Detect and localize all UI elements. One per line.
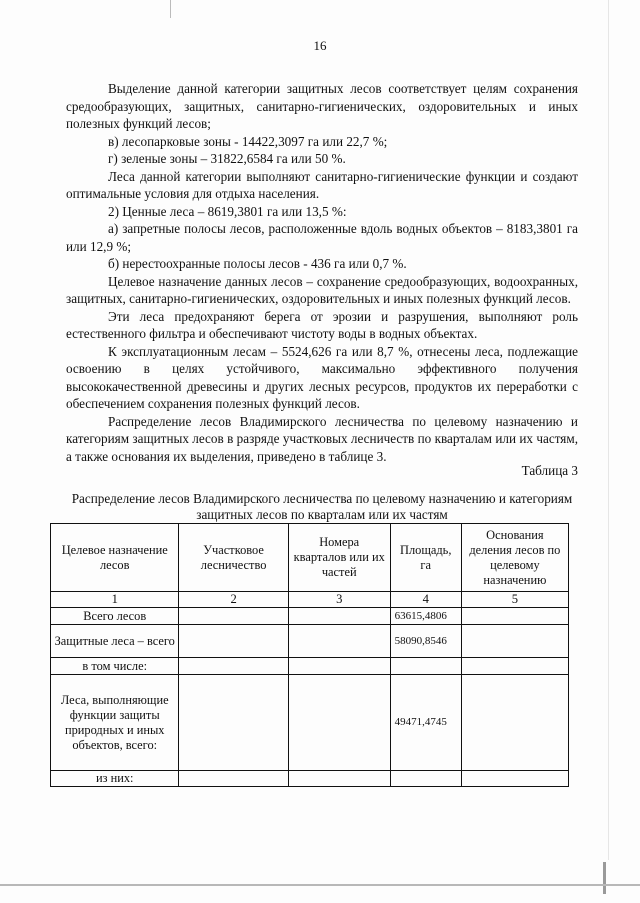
column-number: 4 — [390, 592, 461, 608]
table-cell: в том числе: — [51, 658, 179, 675]
table-row — [51, 625, 569, 658]
paragraph: г) зеленые зоны – 31822,6584 га или 50 %. — [108, 151, 346, 166]
table-cell — [461, 658, 568, 675]
table-cell — [179, 608, 288, 625]
paragraph: К эксплуатационным лесам – 5524,626 га или 8,7 %, отнесены леса, подлежащие освоению в целях устойчивого, максимально эффективного получения высококачественной древесины и других лесных ресурсов, продуктов их переработки с обеспечением сохранения полезных функций лесов. — [66, 343, 578, 411]
header-cell: Целевое назначение лесов — [51, 524, 179, 592]
table-title: Распределение лесов Владимирского лесничества по целевому назначению и категориям защитных лесов по кварталам или их частям — [71, 491, 573, 522]
table-cell: Леса, выполняющие функции защиты природных и иных объектов, всего: — [51, 675, 179, 771]
table-cell — [179, 658, 288, 675]
column-number-row — [51, 592, 569, 608]
table-cell — [461, 771, 568, 787]
table-cell: 63615,4806 — [390, 608, 461, 625]
paragraph: Распределение лесов Владимирского лесничества по целевому назначению и категориям защитных лесов в разряде участковых лесничеств по кварталам или их частям, а также основания их выделения, приведено в таблице 3. — [66, 413, 578, 464]
header-cell: Площадь, га — [390, 524, 461, 592]
paragraph: 2) Ценные леса – 8619,3801 га или 13,5 %: — [108, 203, 347, 219]
table-cell: 58090,8546 — [390, 625, 461, 658]
body-text — [66, 80, 578, 465]
paragraph: а) запретные полосы лесов, расположенные вдоль водных объектов – 8183,3801 га или 12,9 %; — [66, 221, 578, 254]
page-number: 16 — [313, 38, 327, 53]
table-row — [51, 658, 569, 675]
column-number: 1 — [51, 592, 179, 608]
column-number: 5 — [461, 592, 568, 608]
table-cell — [390, 771, 461, 787]
table-cell — [461, 625, 568, 658]
scan-artifact-right — [608, 0, 609, 860]
paragraph: Целевое назначение данных лесов – сохранение средообразующих, водоохранных, защитных, санитарно-гигиенических, оздоровительных и иных полезных функций лесов. — [66, 273, 578, 306]
table-cell — [461, 608, 568, 625]
forest-distribution-table — [50, 523, 569, 787]
table-cell — [288, 675, 390, 771]
table-cell — [288, 658, 390, 675]
column-number: 3 — [288, 592, 390, 608]
table-cell — [179, 771, 288, 787]
table-cell — [179, 675, 288, 771]
scan-edge-bottom — [0, 884, 640, 886]
paragraph: в) лесопарковые зоны - 14422,3097 га или 22,7 %; — [108, 133, 388, 149]
table-cell: Защитные леса – всего — [51, 625, 179, 658]
paragraph: Леса данной категории выполняют санитарно-гигиенические функции и создают оптимальные условия для отдыха населения. — [66, 168, 578, 201]
table-cell: Всего лесов — [51, 608, 179, 625]
table-cell — [288, 625, 390, 658]
header-cell: Основания деления лесов по целевому назначению — [461, 524, 568, 592]
table-cell — [179, 625, 288, 658]
table-row — [51, 675, 569, 771]
table-cell — [288, 771, 390, 787]
scan-edge-right — [603, 862, 606, 894]
column-number: 2 — [179, 592, 288, 608]
paragraph: Выделение данной категории защитных лесов соответствует целям сохранения средообразующих, защитных, санитарно-гигиенических, оздоровительных и иных полезных функций лесов; — [66, 81, 578, 131]
scan-artifact-top — [170, 0, 171, 18]
table-caption: Таблица 3 — [521, 463, 578, 478]
table-cell — [288, 608, 390, 625]
paragraph: б) нерестоохранные полосы лесов - 436 га или 0,7 %. — [108, 256, 407, 271]
table-cell — [461, 675, 568, 771]
table-row — [51, 771, 569, 787]
table-cell: 49471,4745 — [390, 675, 461, 771]
table-cell: из них: — [51, 771, 179, 787]
table-row — [51, 608, 569, 625]
table-header-row — [51, 524, 569, 592]
paragraph: Эти леса предохраняют берега от эрозии и разрушения, выполняют роль естественного фильтра и обеспечивают чистоту воды в водных объектах. — [66, 308, 578, 341]
header-cell: Участковое лесничество — [179, 524, 288, 592]
header-cell: Номера кварталов или их частей — [288, 524, 390, 592]
table-cell — [390, 658, 461, 675]
table-container — [50, 523, 569, 787]
